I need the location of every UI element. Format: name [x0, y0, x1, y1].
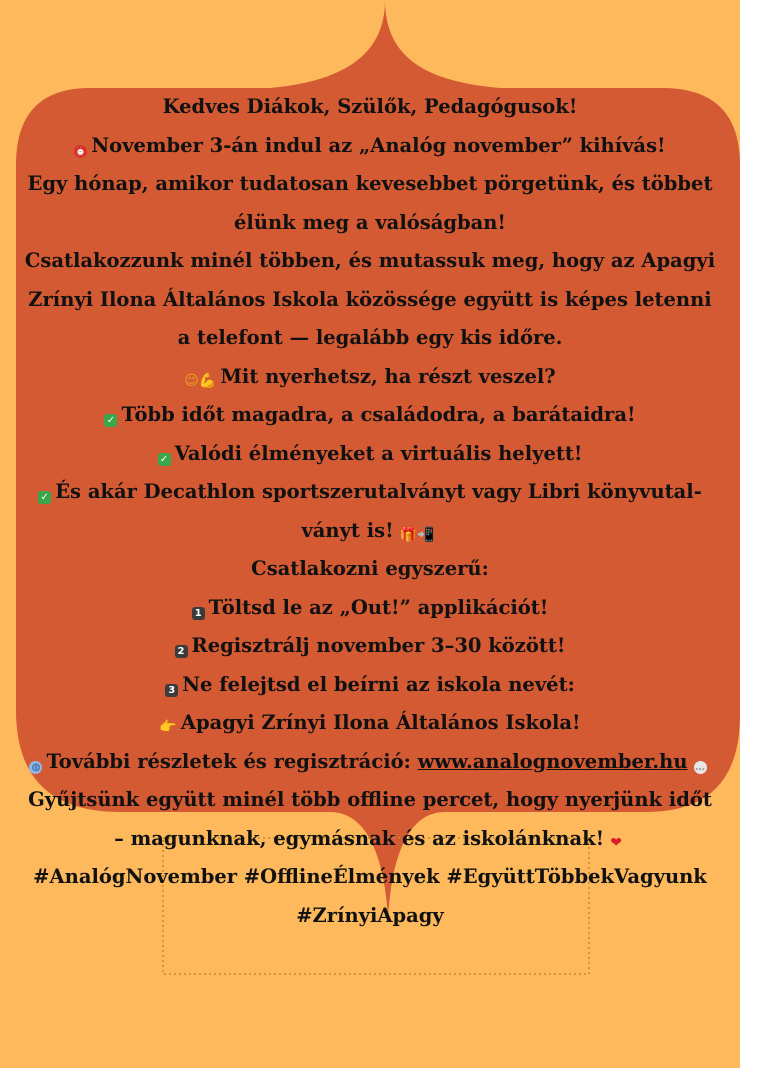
main-text [0, 88, 740, 935]
hashtags: #AnalógNovember #OfflineÉlmények #EgyüttTöbbekVagyunk #ZrínyiApagy [33, 865, 707, 927]
step-item: 2 Regisztrálj november 3–30 között! [0, 627, 740, 666]
website-link[interactable]: www.analognovember.hu [417, 749, 688, 773]
check-icon: ✓ [158, 453, 171, 466]
pointing-hand-icon: 👉 [159, 719, 177, 735]
speech-bubble-icon: … [695, 761, 706, 773]
details-line: ◍ További részletek és regisztráció: www.analognovember.hu … [0, 743, 740, 782]
gift-phone-icon: 🎁📲 [399, 526, 435, 543]
alarm-icon: ⏰ [75, 146, 86, 156]
number-1-icon: 1 [192, 607, 205, 620]
number-3-icon: 3 [165, 684, 178, 697]
school-name: 👉 Apagyi Zrínyi Ilona Általános Iskola! [159, 711, 581, 735]
benefit-item: ✓ Több időt magadra, a családodra, a barátaidra! [0, 396, 740, 435]
intro-line: Egy hónap, amikor tudatosan kevesebbet pörgetünk, és többet élünk meg a valóságban! [27, 172, 713, 234]
benefit-item: ✓ Valódi élményeket a virtuális helyett! [0, 435, 740, 474]
invite-paragraph: Csatlakozzunk minél többen, és mutassuk meg, hogy az Apagyi Zrínyi Ilona Általános Iskola közössége együtt is képes letenni a telefont — legalább egy kis időre. [24, 249, 716, 349]
check-icon: ✓ [104, 414, 117, 427]
steps-heading: Csatlakozni egyszerű: [251, 557, 489, 580]
benefit-item: ✓ És akár Decathlon sportszerutalványt vagy Libri könyvutal-ványt is! 🎁📲 [0, 473, 740, 550]
wink-flex-icon: 😉💪 [184, 372, 217, 389]
closing-line: Gyűjtsünk együtt minél több offline percet, hogy nyerjünk időt – magunknak, egymásnak és az iskolánknak! ❤ [28, 788, 712, 851]
benefits-heading: 😉💪 Mit nyerhetsz, ha részt veszel? [184, 364, 556, 389]
announcement: ⏰ November 3-án indul az „Analóg november” kihívás! [75, 133, 666, 157]
step-item: 1 Töltsd le az „Out!” applikációt! [0, 589, 740, 628]
heart-icon: ❤ [610, 834, 622, 851]
number-2-icon: 2 [175, 645, 188, 658]
globe-icon: ◍ [29, 761, 42, 774]
check-icon: ✓ [38, 491, 51, 504]
greeting: Kedves Diákok, Szülők, Pedagógusok! [162, 95, 578, 118]
step-item: 3 Ne felejtsd el beírni az iskola nevét: [0, 666, 740, 705]
